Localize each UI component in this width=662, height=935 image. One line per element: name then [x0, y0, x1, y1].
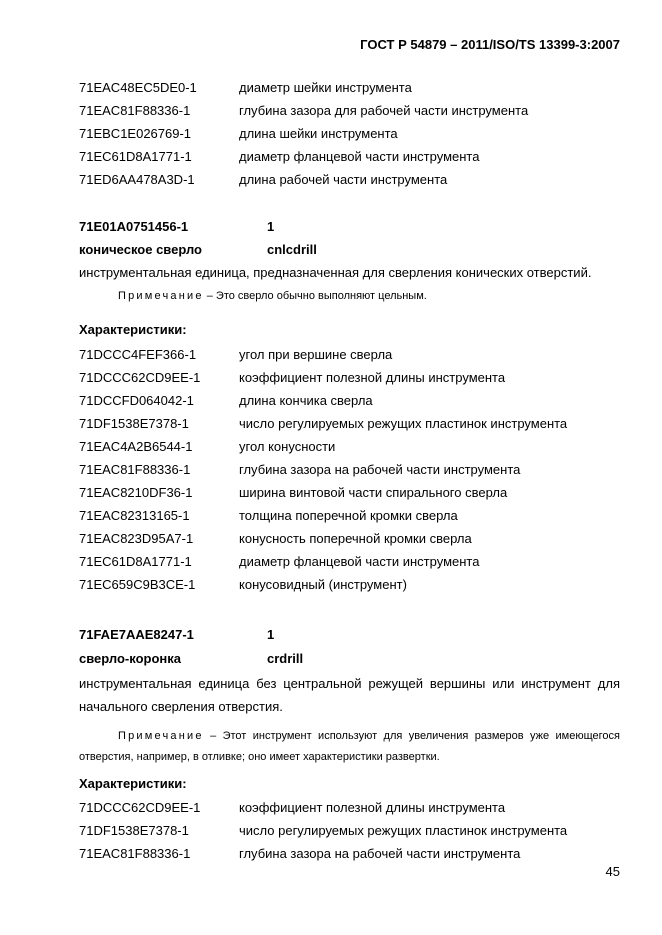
list-item [79, 822, 620, 840]
list-item [79, 845, 620, 863]
property-code: 71DCCFD064042-1 [79, 393, 194, 408]
entry-definition: инструментальная единица без центральной режущей вершины или инструмент для начального сверления отверстия. [79, 676, 620, 714]
entry-name-row [79, 241, 620, 259]
property-code: 71EBC1E026769-1 [79, 126, 192, 141]
characteristics-title: Характеристики: [79, 776, 187, 791]
property-desc: диаметр шейки инструмента [239, 80, 412, 95]
list-item [79, 369, 620, 387]
property-desc: диаметр фланцевой части инструмента [239, 149, 480, 164]
property-desc: глубина зазора для рабочей части инструмента [239, 103, 529, 118]
property-desc: коэффициент полезной длины инструмента [239, 800, 506, 815]
property-code: 71EAC48EC5DE0-1 [79, 80, 197, 95]
property-desc: толщина поперечной кромки сверла [239, 508, 458, 523]
list-item [79, 79, 620, 97]
entry-code: 71FAE7AAE8247-1 [79, 627, 194, 642]
list-item [79, 553, 620, 571]
list-item [79, 530, 620, 548]
property-code: 71EC659C9B3CE-1 [79, 577, 196, 592]
property-code: 71EAC81F88336-1 [79, 462, 191, 477]
list-item [79, 171, 620, 189]
list-item [79, 507, 620, 525]
list-item [79, 484, 620, 502]
entry-note [79, 726, 620, 768]
property-desc: глубина зазора на рабочей части инструмента [239, 462, 521, 477]
property-desc: конусность поперечной кромки сверла [239, 531, 472, 546]
entry-name-row [79, 650, 620, 668]
entry-symbol: cnlcdrill [267, 242, 317, 257]
property-code: 71EAC4A2B6544-1 [79, 439, 193, 454]
list-item [79, 102, 620, 120]
property-code: 71EAC81F88336-1 [79, 103, 191, 118]
property-code: 71DCCC4FEF366-1 [79, 347, 197, 362]
entry-heading [79, 626, 620, 644]
property-code: 71DF1538E7378-1 [79, 416, 189, 431]
entry-name: сверло-коронка [79, 651, 182, 666]
property-code: 71EAC82313165-1 [79, 508, 190, 523]
property-code: 71EAC8210DF36-1 [79, 485, 193, 500]
list-item [79, 392, 620, 410]
entry-version: 1 [267, 627, 275, 642]
property-code: 71DCCC62CD9EE-1 [79, 800, 201, 815]
property-desc: диаметр фланцевой части инструмента [239, 554, 480, 569]
list-item [79, 799, 620, 817]
property-code: 71DCCC62CD9EE-1 [79, 370, 201, 385]
property-desc: длина шейки инструмента [239, 126, 398, 141]
property-desc: конусовидный (инструмент) [239, 577, 407, 592]
property-code: 71EC61D8A1771-1 [79, 149, 192, 164]
list-item [79, 415, 620, 433]
property-desc: число регулируемых режущих пластинок инструмента [239, 823, 568, 838]
list-item [79, 461, 620, 479]
property-desc: коэффициент полезной длины инструмента [239, 370, 506, 385]
note-label: Примечание [118, 290, 204, 302]
list-item [79, 125, 620, 143]
property-code: 71EAC81F88336-1 [79, 846, 191, 861]
document-header: ГОСТ Р 54879 – 2011/ISO/TS 13399-3:2007 [360, 37, 620, 52]
note-label: Примечание [118, 730, 204, 742]
list-item [79, 346, 620, 364]
entry-definition: инструментальная единица, предназначенная для сверления конических отверстий. [79, 265, 592, 280]
property-code: 71ED6AA478A3D-1 [79, 172, 195, 187]
property-desc: угол конусности [239, 439, 336, 454]
entry-symbol: crdrill [267, 651, 304, 666]
entry-version: 1 [267, 219, 275, 234]
characteristics-title: Характеристики: [79, 322, 187, 337]
page-number: 45 [605, 864, 620, 879]
note-text: – Это сверло обычно выполняют цельным. [206, 290, 427, 302]
list-item [79, 148, 620, 166]
property-code: 71EAC823D95A7-1 [79, 531, 194, 546]
entry-code: 71E01A0751456-1 [79, 219, 189, 234]
property-desc: длина рабочей части инструмента [239, 172, 448, 187]
property-code: 71DF1538E7378-1 [79, 823, 189, 838]
property-desc: длина кончика сверла [239, 393, 373, 408]
entry-note [118, 286, 620, 307]
list-item [79, 576, 620, 594]
list-item [79, 438, 620, 456]
property-desc: угол при вершине сверла [239, 347, 393, 362]
property-desc: ширина винтовой части спирального сверла [239, 485, 508, 500]
entry-name: коническое сверло [79, 242, 202, 257]
property-desc: глубина зазора на рабочей части инструмента [239, 846, 521, 861]
property-desc: число регулируемых режущих пластинок инструмента [239, 416, 568, 431]
entry-heading [79, 218, 620, 236]
property-code: 71EC61D8A1771-1 [79, 554, 192, 569]
note-text: – Этот инструмент используют для увеличения размеров уже имеющегося отверстия, например, в отливке; оно имеет характеристики развертки. [79, 730, 620, 763]
